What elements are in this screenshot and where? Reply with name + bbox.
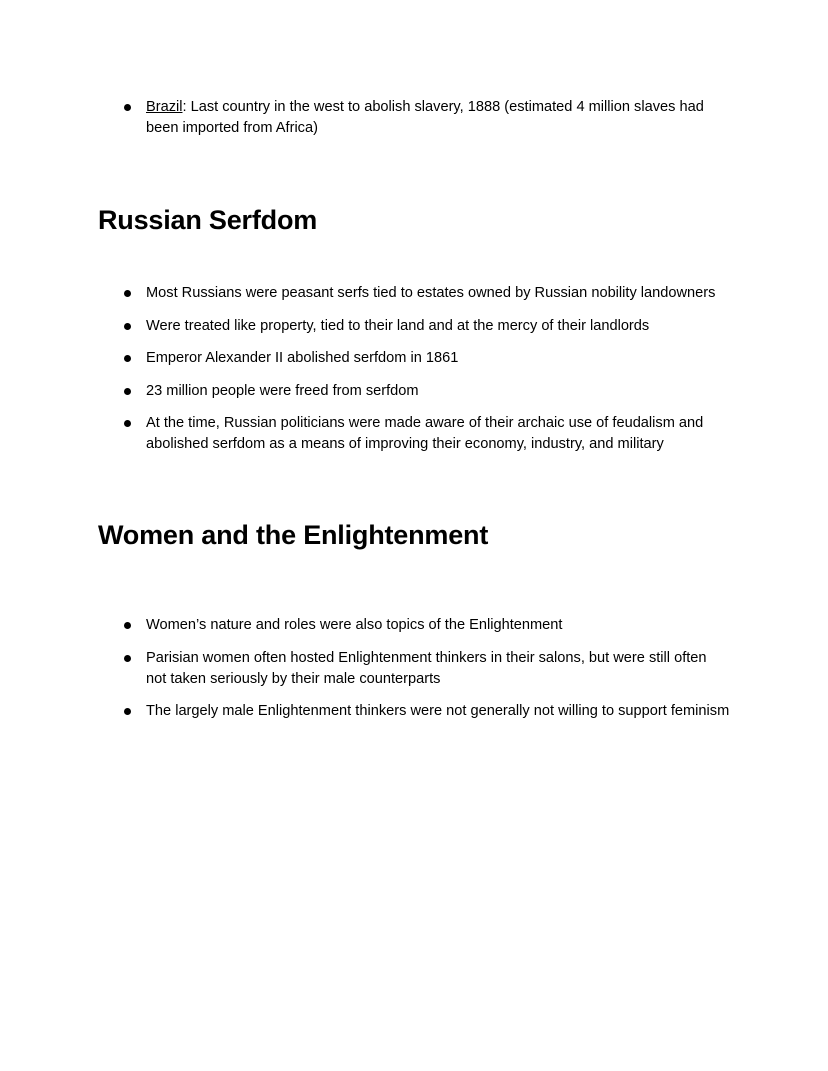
bullet-text: Most Russians were peasant serfs tied to estates owned by Russian nobility landowners bbox=[146, 285, 716, 301]
list-item bbox=[120, 413, 730, 455]
section-russian-serfdom bbox=[98, 203, 738, 237]
bullet-text: Women’s nature and roles were also topics of the Enlightenment bbox=[146, 617, 563, 633]
bullet-icon bbox=[124, 708, 131, 715]
bullet-text: At the time, Russian politicians were made aware of their archaic use of feudalism and abolished serfdom as a means of improving their economy, industry, and military bbox=[146, 415, 704, 452]
list-item bbox=[120, 283, 730, 304]
bullet-term: Brazil bbox=[146, 99, 183, 115]
bullet-icon bbox=[124, 290, 131, 297]
bullet-icon bbox=[124, 388, 131, 395]
section-heading: Women and the Enlightenment bbox=[98, 520, 489, 550]
bullet-icon bbox=[124, 622, 131, 629]
section-women-enlightenment bbox=[98, 518, 738, 552]
bullet-text: 23 million people were freed from serfdom bbox=[146, 382, 419, 399]
list-item bbox=[120, 381, 730, 402]
bullet-icon bbox=[124, 655, 131, 662]
bullet-text: Were treated like property, tied to their land and at the mercy of their landlords bbox=[146, 317, 650, 334]
russian-serfdom-bullet-list bbox=[120, 283, 730, 467]
intro-bullet-list bbox=[120, 97, 730, 151]
bullet-icon bbox=[124, 420, 131, 427]
list-item bbox=[120, 648, 730, 690]
section-heading: Russian Serfdom bbox=[98, 205, 318, 235]
bullet-text: : Last country in the west to abolish slavery, 1888 (estimated 4 million slaves had been imported from Africa) bbox=[146, 99, 704, 136]
bullet-icon bbox=[124, 104, 131, 111]
women-enlightenment-bullet-list bbox=[120, 615, 730, 734]
list-item bbox=[120, 97, 730, 139]
list-item bbox=[120, 615, 730, 636]
bullet-text: Parisian women often hosted Enlightenment thinkers in their salons, but were still often not taken seriously by their male counterparts bbox=[146, 649, 707, 687]
list-item bbox=[120, 701, 730, 722]
bullet-text: The largely male Enlightenment thinkers were not generally not willing to support feminism bbox=[146, 703, 730, 719]
bullet-text: Emperor Alexander II abolished serfdom in 1861 bbox=[146, 350, 459, 366]
bullet-icon bbox=[124, 323, 131, 330]
bullet-icon bbox=[124, 355, 131, 362]
list-item bbox=[120, 348, 730, 369]
list-item bbox=[120, 316, 730, 337]
